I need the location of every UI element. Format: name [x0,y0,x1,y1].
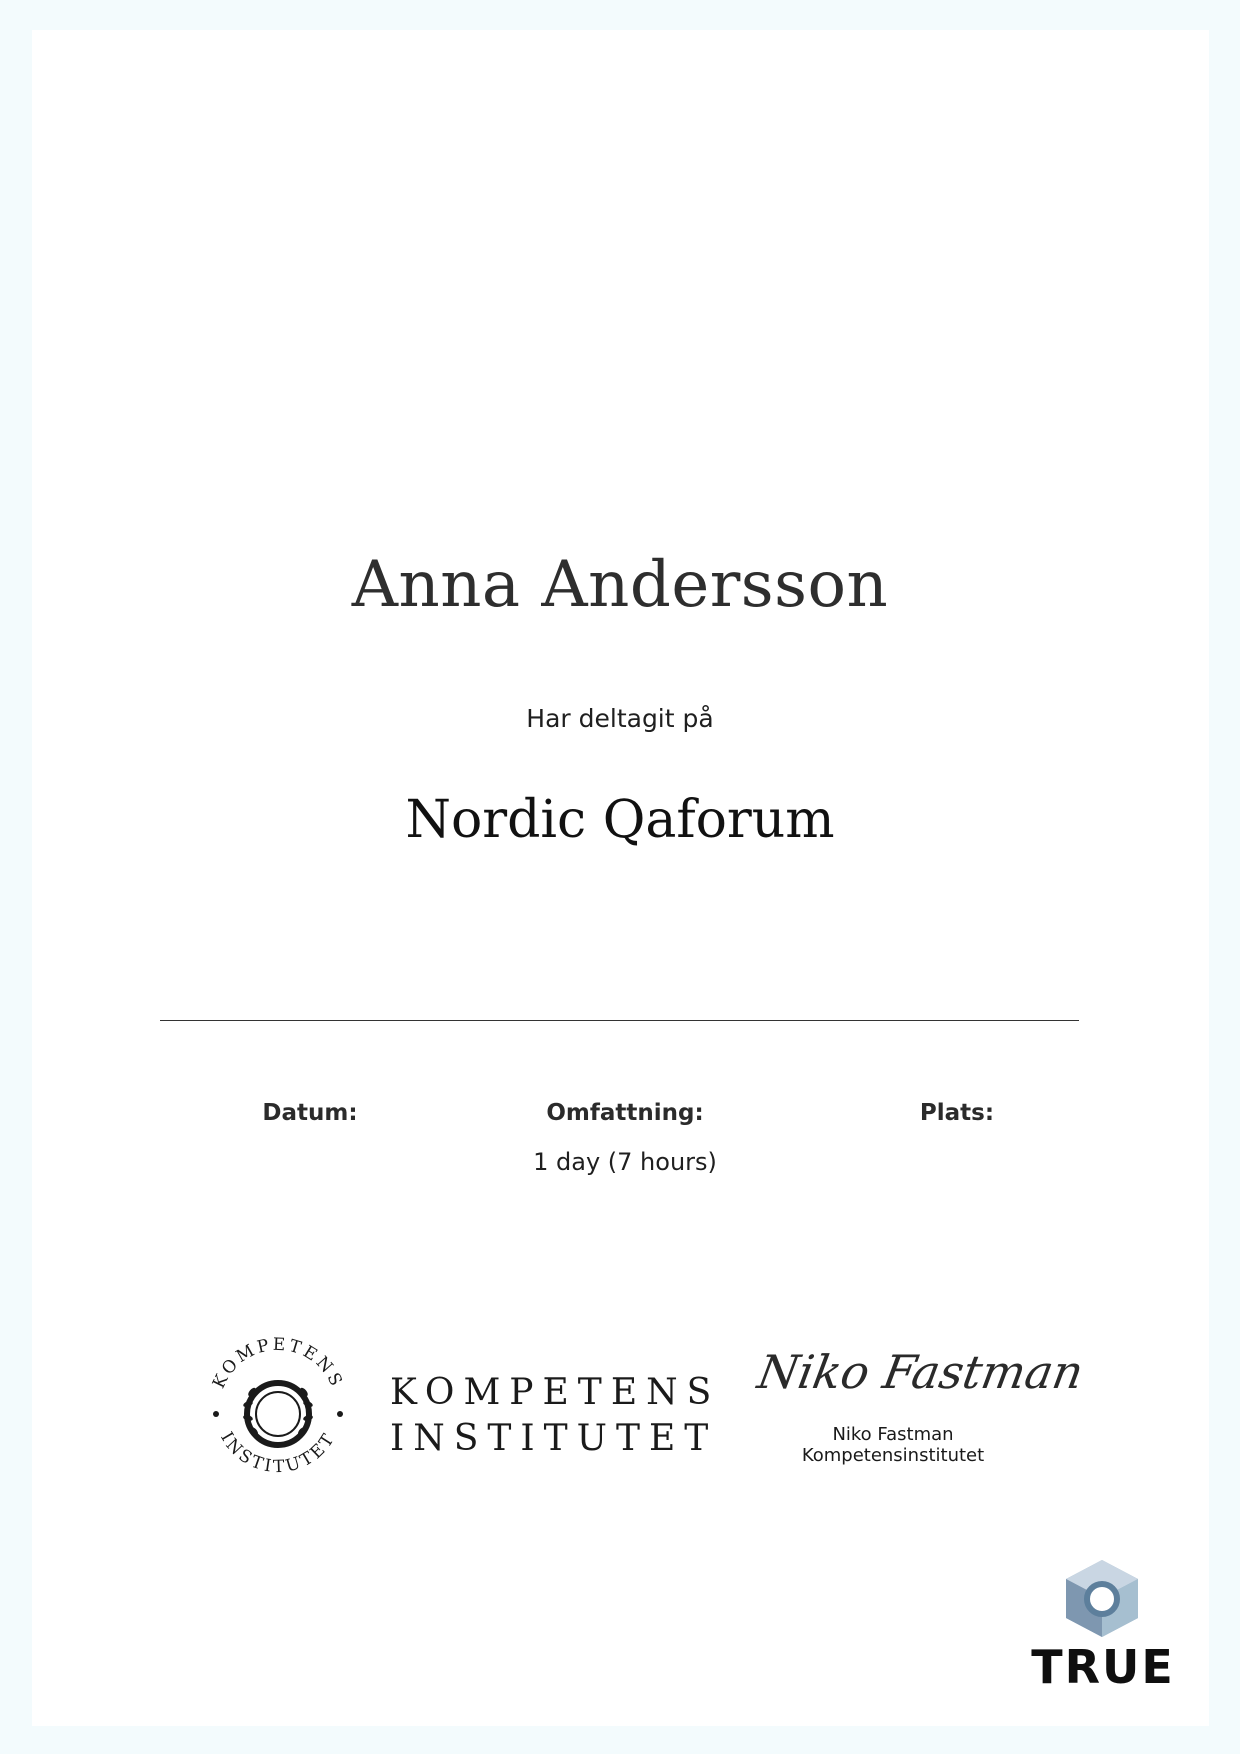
true-brand-name: TRUE [1031,1640,1175,1694]
hexagon-cube-icon [1060,1558,1144,1638]
participation-text: Har deltagit på [526,704,714,733]
divider-line [160,1020,1079,1021]
signatory-organization: Kompetensinstitutet [801,1445,985,1466]
kompetens-seal-logo [206,1336,350,1480]
svg-text:Niko Fastman: Niko Fastman [753,1345,1088,1399]
svg-text:INSTITUTET: INSTITUTET [216,1428,340,1478]
recipient-name: Anna Andersson [351,548,889,622]
scope-value: 1 day (7 hours) [533,1148,717,1176]
signatory-name: Niko Fastman [832,1424,954,1445]
scope-label: Omfattning: [546,1100,704,1126]
signatory-block [740,1424,1046,1466]
handwritten-signature [753,1330,1088,1410]
course-name: Nordic Qaforum [405,790,835,850]
svg-text:KOMPETENS: KOMPETENS [208,1336,348,1392]
date-label: Datum: [262,1100,358,1126]
laurel-wreath-icon [247,1383,309,1445]
location-label: Plats: [919,1100,995,1126]
wordmark-line-2: INSTITUTET [390,1418,718,1459]
wordmark-line-1: KOMPETENS [390,1372,721,1413]
kompetens-wordmark [390,1370,720,1462]
